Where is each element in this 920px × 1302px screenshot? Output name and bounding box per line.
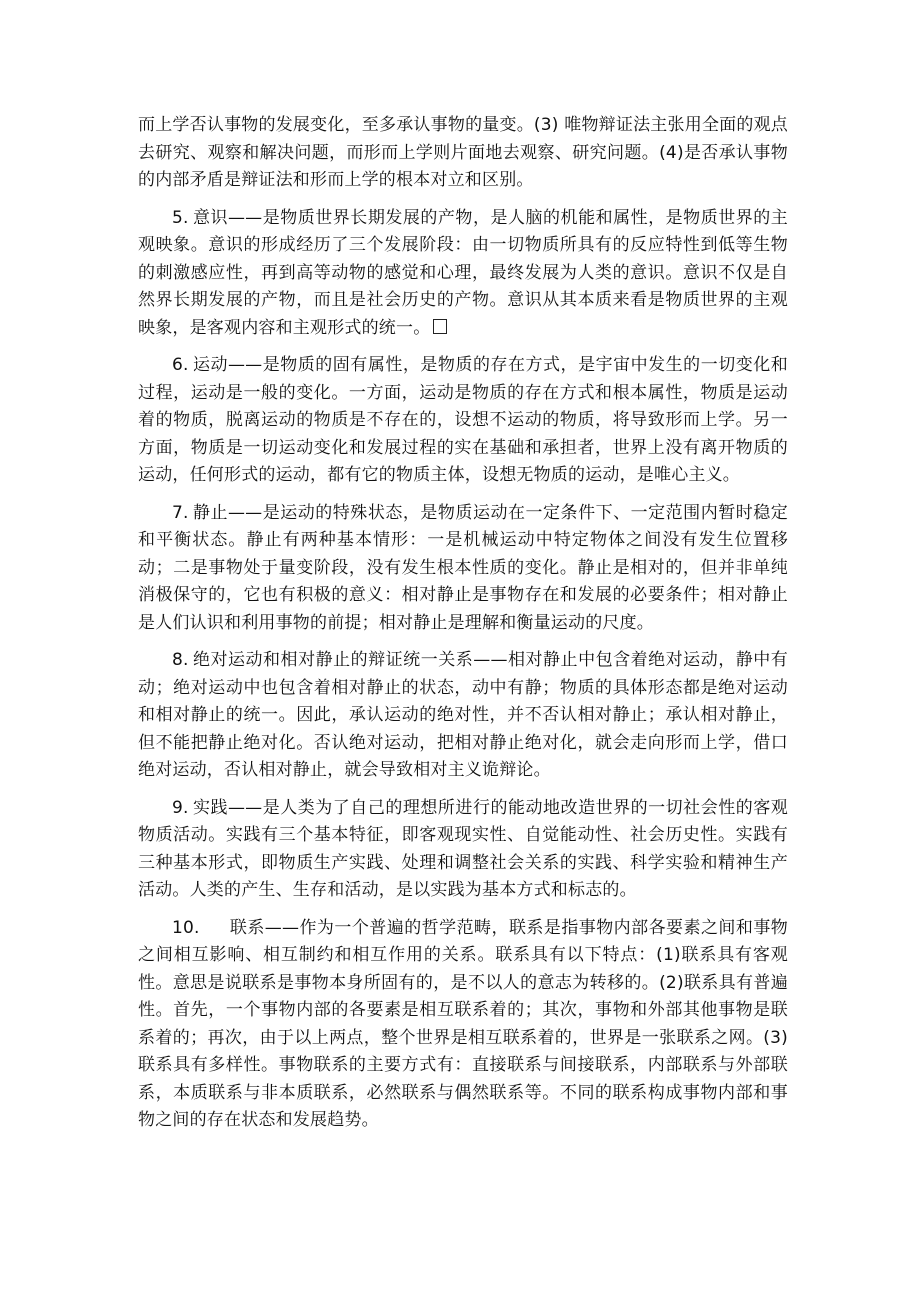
paragraph-number: 7. — [172, 502, 189, 523]
paragraph-text: 联系——作为一个普遍的哲学范畴，联系是指事物内部各要素之间和事物之间相互影响、相互制约和相互作用的关系。联系具有以下特点：(1)联系具有客观性。意思是说联系是事物本身所固有的，是不以人的意志为转移的。(2)联系具有普遍性。首先，一个事物内部的各要素是相互联系着的；其次，事物和外部其他事物是联系着的；再次，由于以上两点，整个世界是相互联系着的，世界是一张联系之网。(3)联系具有多样性。事物联系的主要方式有：直接联系与间接联系，内部联系与外部联系，本质联系与非本质联系，必然联系与偶然联系等。不同的联系构成事物内部和事物之间的存在状态和发展趋势。 — [138, 917, 788, 1130]
paragraph-number: 10. — [172, 917, 200, 938]
paragraph-9-practice — [138, 795, 788, 905]
paragraph-text: 运动——是物质的固有属性，是物质的存在方式，是宇宙中发生的一切变化和过程，运动是一般的变化。一方面，运动是物质的存在方式和根本属性，物质是运动着的物质，脱离运动的物质是不存在的，设想不运动的物质，将导致形而上学。另一方面，物质是一切运动变化和发展过程的实在基础和承担者，世界上没有离开物质的运动，任何形式的运动，都有它的物质主体，设想无物质的运动，是唯心主义。 — [138, 355, 788, 485]
paragraph-number: 6. — [172, 355, 189, 375]
paragraph-8-motion-rest-unity — [138, 647, 788, 785]
paragraph-6-motion — [138, 352, 788, 490]
paragraph-number: 5. — [172, 207, 189, 228]
paragraph-5-consciousness — [138, 205, 788, 343]
paragraph-text: 实践——是人类为了自己的理想所进行的能动地改造世界的一切社会性的客观物质活动。实践有三个基本特征，即客观现实性、自觉能动性、社会历史性。实践有三种基本形式，即物质生产实践、处理和调整社会关系的实践、科学实验和精神生产活动。人类的产生、生存和活动，是以实践为基本方式和标志的。 — [138, 797, 788, 900]
document-page — [138, 112, 788, 1145]
paragraph-number: 8. — [172, 650, 189, 670]
paragraph-10-connection — [138, 915, 788, 1135]
paragraph-text: 意识——是物质世界长期发展的产物，是人脑的机能和属性，是物质世界的主观映象。意识的形成经历了三个发展阶段：由一切物质所具有的反应特性到低等生物的刺激感应性，再到高等动物的感觉和心理，最终发展为人类的意识。意识不仅是自然界长期发展的产物，而且是社会历史的产物。意识从其本质来看是物质世界的主观映象，是客观内容和主观形式的统一。 — [138, 207, 788, 338]
paragraph-number: 9. — [172, 797, 189, 818]
paragraph-continuation — [138, 112, 788, 195]
empty-box-icon — [433, 319, 447, 334]
paragraph-text: 而上学否认事物的发展变化，至多承认事物的量变。(3) 唯物辩证法主张用全面的观点去研究、观察和解决问题，而形而上学则片面地去观察、研究问题。(4)是否承认事物的内部矛盾是辩证法和形而上学的根本对立和区别。 — [138, 115, 788, 190]
paragraph-7-rest — [138, 500, 788, 638]
paragraph-text: 绝对运动和相对静止的辩证统一关系——相对静止中包含着绝对运动，静中有动；绝对运动中也包含着相对静止的状态，动中有静；物质的具体形态都是绝对运动和相对静止的统一。因此，承认运动的绝对性，并不否认相对静止；承认相对静止，但不能把静止绝对化。否认绝对运动，把相对静止绝对化，就会走向形而上学，借口绝对运动，否认相对静止，就会导致相对主义诡辩论。 — [138, 650, 788, 780]
paragraph-text: 静止——是运动的特殊状态，是物质运动在一定条件下、一定范围内暂时稳定和平衡状态。静止有两种基本情形：一是机械运动中特定物体之间没有发生位置移动；二是事物处于量变阶段，没有发生根本性质的变化。静止是相对的，但并非单纯消极保守的，它也有积极的意义：相对静止是事物存在和发展的必要条件；相对静止是人们认识和利用事物的前提；相对静止是理解和衡量运动的尺度。 — [138, 502, 788, 633]
